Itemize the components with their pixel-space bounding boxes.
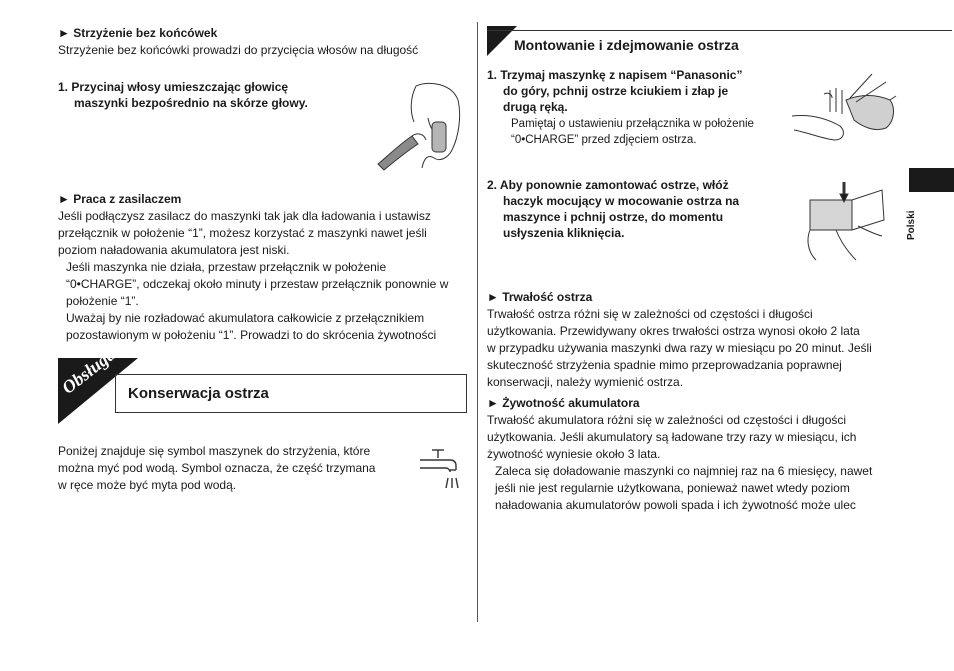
r-step2-line-3: usłyszenia kliknięcia.: [503, 226, 625, 240]
adapter-line-0: Jeśli podłączysz zasilacz do maszynki tak jak dla ładowania i ustawisz: [58, 209, 431, 223]
r-step1-note-1: “0•CHARGE” przed zdjęciem ostrza.: [511, 134, 697, 146]
r-step1-line-0: 1. Trzymaj maszynkę z napisem “Panasonic”: [487, 68, 743, 82]
section-title: Konserwacja ostrza: [128, 385, 269, 402]
no-attachment-text: Strzyżenie bez końcówki prowadzi do przycięcia włosów na długość: [58, 43, 419, 57]
adapter-line-6: Uważaj by nie rozładować akumulatora całkowicie z przełącznikiem: [66, 311, 425, 325]
blade-life-line-0: Trwałość ostrza różni się w zależności od częstości i długości: [487, 307, 813, 321]
column-divider: [477, 22, 478, 622]
step1-line1: 1. Przycinaj włosy umieszczając głowicę: [58, 80, 289, 94]
battery-line-2: żywotność wyniesie około 3 lata.: [487, 447, 661, 461]
adapter-line-4: “0•CHARGE”, odczekaj około minuty i przestaw przełącznik ponownie w: [66, 277, 449, 291]
r-step1-note-0: Pamiętaj o ustawieniu przełącznika w położenie: [511, 118, 754, 130]
step1-line2: maszynki bezpośrednio na skórze głowy.: [74, 96, 308, 110]
adapter-line-5: położenie “1”.: [66, 294, 139, 308]
adapter-line-3: Jeśli maszynka nie działa, przestaw przełącznik w położenie: [66, 260, 387, 274]
washable-faucet-icon: [418, 448, 462, 490]
r-step2-line-0: 2. Aby ponownie zamontować ostrze, włóż: [487, 178, 729, 192]
r-step1-line-1: do góry, pchnij ostrze kciukiem i złap je: [503, 84, 729, 98]
section-tab-label: Obsługa: [58, 343, 120, 398]
adapter-heading: ► Praca z zasilaczem: [58, 192, 182, 206]
blade-life-line-1: użytkowania. Przewidywany okres trwałości ostrza wynosi około 2 lata: [487, 324, 860, 338]
language-tab-marker: [909, 168, 954, 192]
water-line-0: Poniżej znajduje się symbol maszynek do strzyżenia, które: [58, 444, 371, 458]
water-line-1: można myć pod wodą. Symbol oznacza, że część trzymana: [58, 461, 376, 475]
battery-line-1: użytkowania. Jeśli akumulatory są ładowane trzy razy w miesiącu, ich: [487, 430, 857, 444]
battery-indent-2: naładowania akumulatorów powoli spada i ich żywotność może ulec: [495, 498, 856, 512]
blade-life-line-3: skuteczność strzyżenia spadnie mimo przeprowadzania poprawnej: [487, 358, 842, 372]
subsection-title: Montowanie i zdejmowanie ostrza: [514, 37, 739, 53]
battery-line-0: Trwałość akumulatora różni się w zależności od częstości i długości: [487, 413, 847, 427]
blade-life-heading: ► Trwałość ostrza: [487, 290, 593, 304]
blade-attach-illustration: [796, 180, 888, 266]
adapter-line-7: pozostawionym w położeniu “1”. Prowadzi to do skrócenia żywotności: [66, 328, 437, 342]
no-attachment-heading: ► Strzyżenie bez końcówek: [58, 26, 218, 40]
r-step1-line-2: drugą ręką.: [503, 100, 568, 114]
blade-removal-illustration: [790, 70, 898, 152]
blade-life-line-4: konserwacji, należy wymienić ostrza.: [487, 375, 684, 389]
r-step2-line-1: haczyk mocujący w mocowanie ostrza na: [503, 194, 740, 208]
head-trimming-illustration: [370, 78, 470, 178]
adapter-line-2: poziom naładowania akumulatora jest niski.: [58, 243, 290, 257]
battery-indent-0: Zaleca się doładowanie maszynki co najmniej raz na 6 miesięcy, nawet: [495, 464, 873, 478]
water-line-2: w ręce może być myta pod wodą.: [58, 478, 237, 492]
battery-heading: ► Żywotność akumulatora: [487, 396, 640, 410]
language-tab-label: Polski: [906, 210, 917, 240]
r-step2-line-2: maszynce i pchnij ostrze, do momentu: [503, 210, 724, 224]
blade-life-line-2: w przypadku używania maszynki dwa razy w miesiącu po 20 minut. Jeśli: [487, 341, 872, 355]
adapter-line-1: przełącznik w położenie “1”, możesz korzystać z maszynki nawet jeśli: [58, 226, 427, 240]
battery-indent-1: jeśli nie jest regularnie użytkowana, ponieważ nawet wtedy poziom: [495, 481, 850, 495]
